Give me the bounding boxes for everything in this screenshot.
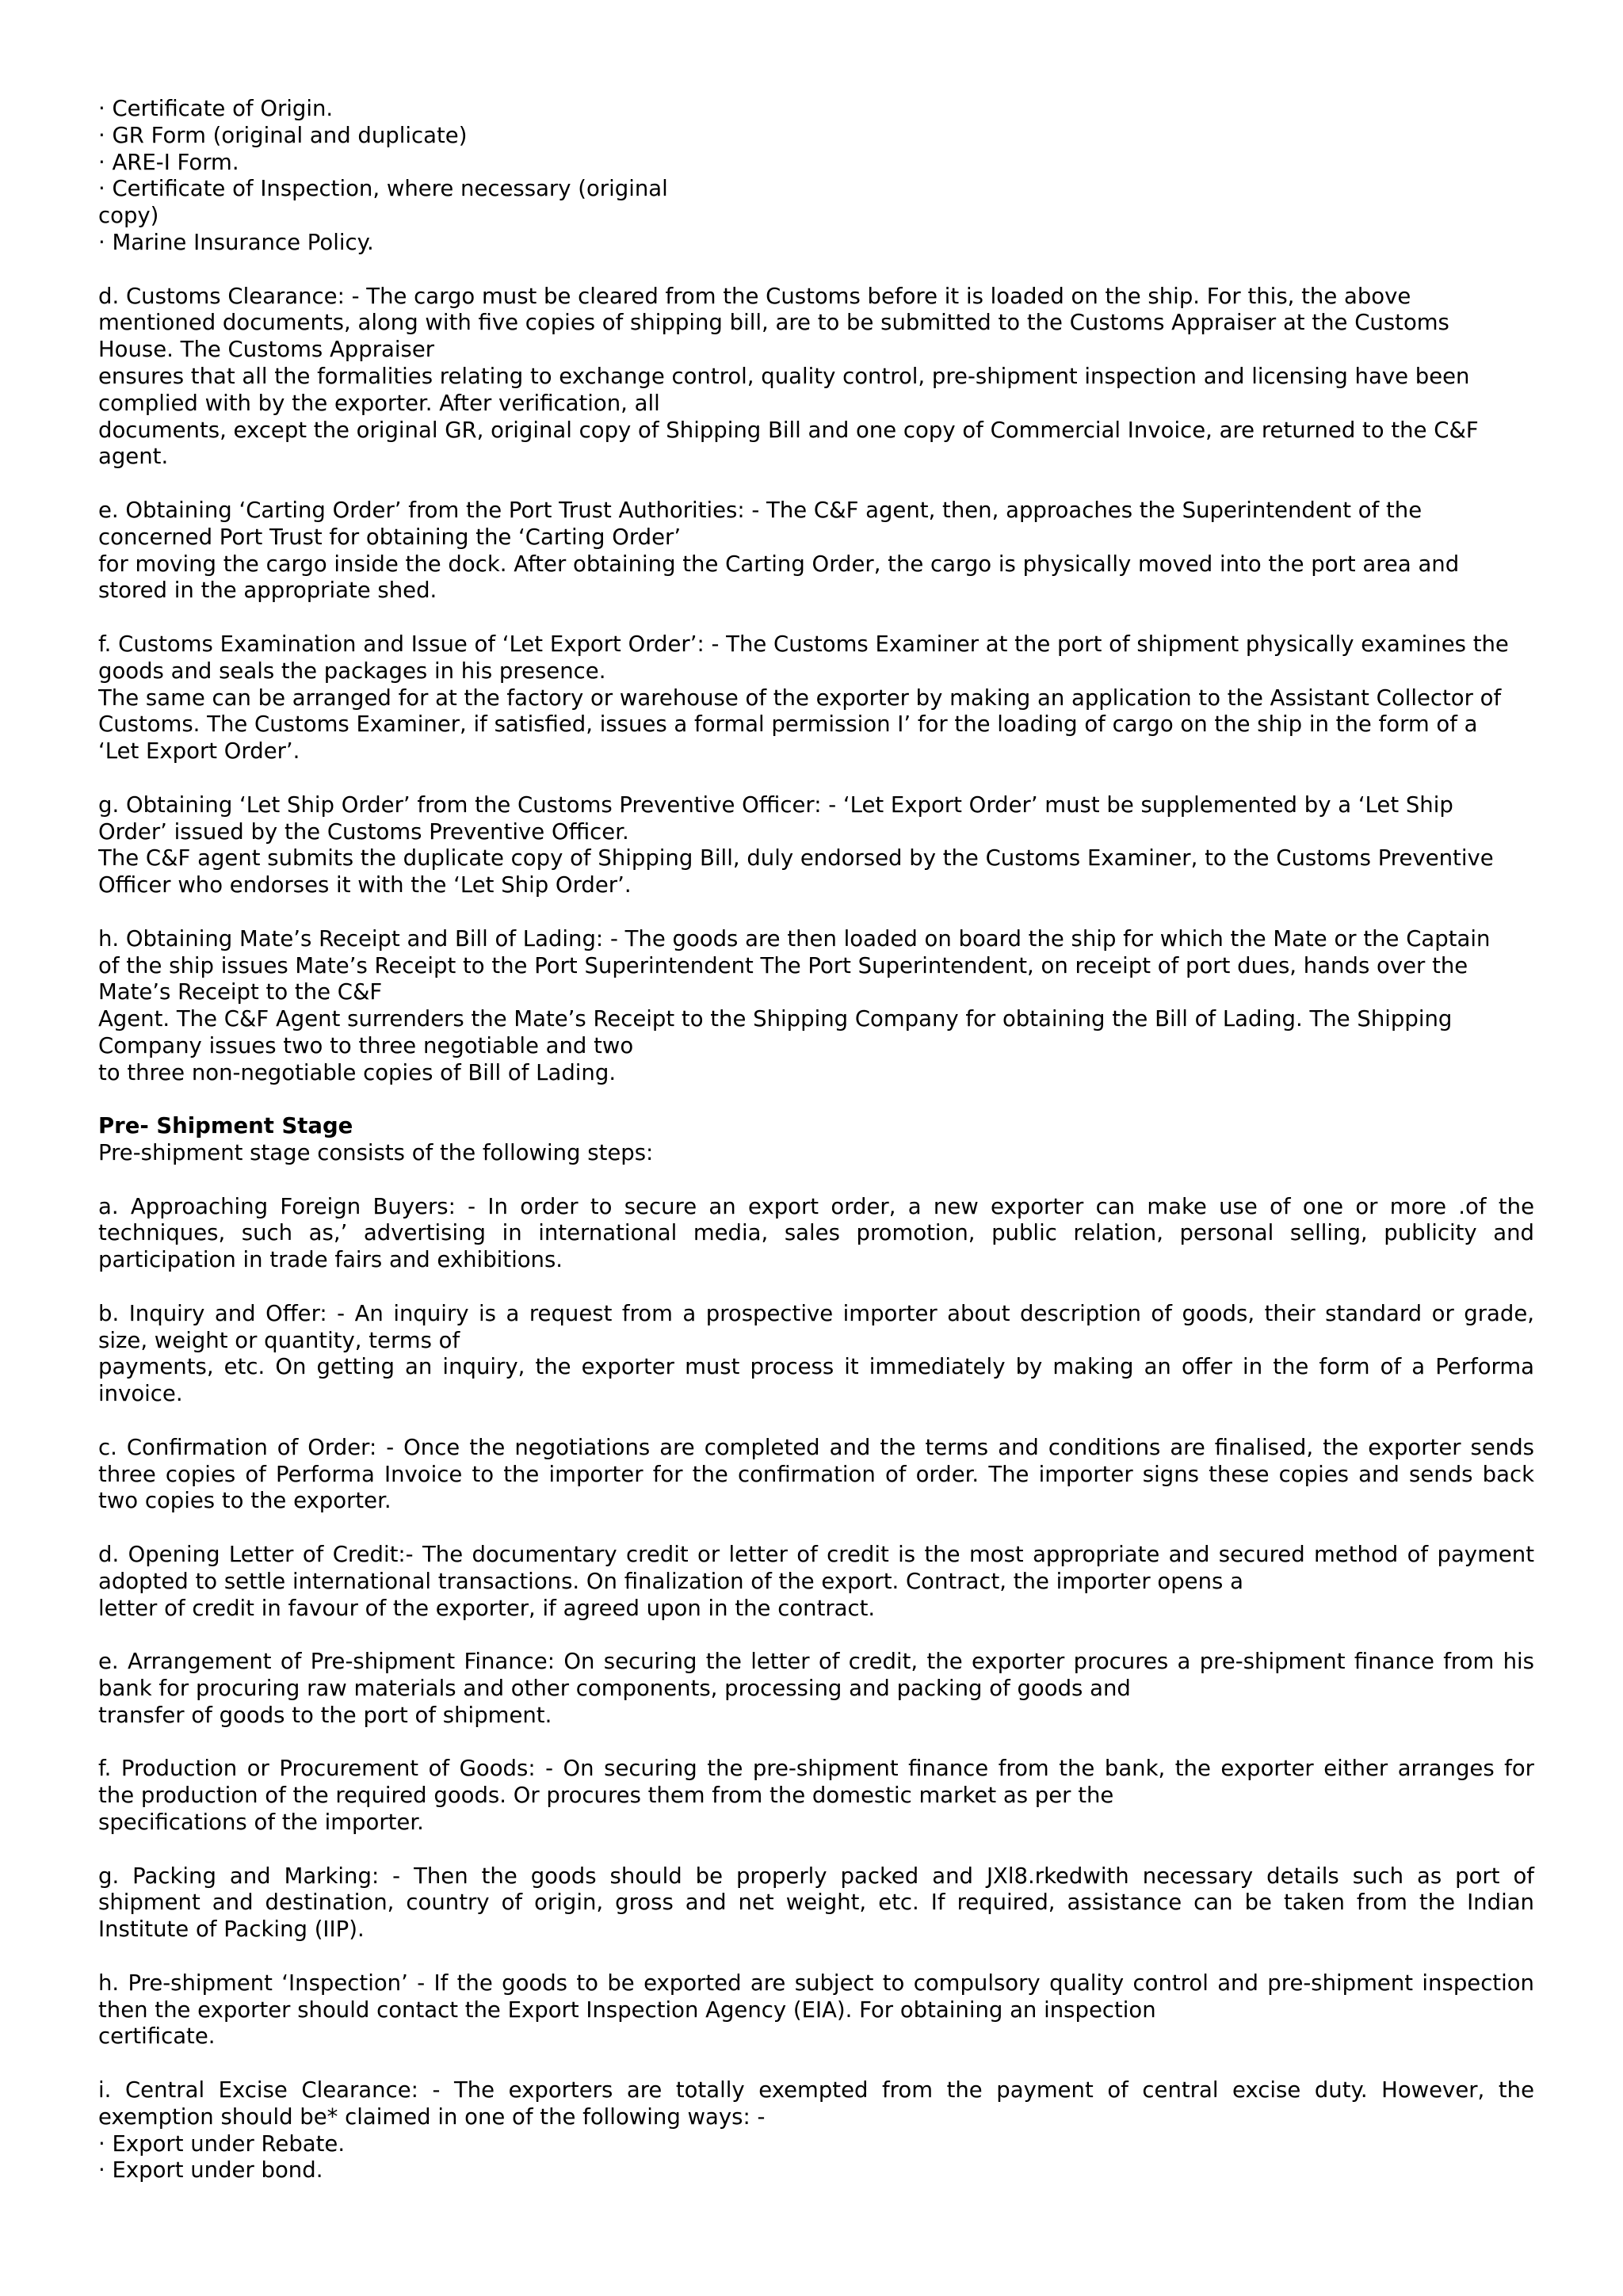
paragraph-line: e. Obtaining ‘Carting Order’ from the Port Trust Authorities: - The C&F agent, then, approaches the Superintendent of the	[98, 497, 1423, 523]
paragraph-line: b. Inquiry and Offer: - An inquiry is a request from a prospective importer about description of goods, their standard or grade,	[98, 1300, 1534, 1326]
paragraph-line: ensures that all the formalities relating to exchange control, quality control, pre-shipment inspection and licensing have been	[98, 363, 1470, 389]
step-carting-order	[98, 498, 1534, 605]
paragraph-line: adopted to settle international transactions. On finalization of the export. Contract, the importer opens a	[98, 1568, 1243, 1594]
paragraph-line: c. Confirmation of Order: - Once the negotiations are completed and the terms and conditions are finalised, the exporter sends	[98, 1434, 1534, 1460]
list-item: · Export under Rebate.	[98, 2130, 346, 2157]
step-confirmation-order	[98, 1435, 1534, 1515]
paragraph-line: d. Customs Clearance: - The cargo must be cleared from the Customs before it is loaded on the ship. For this, the above	[98, 283, 1411, 309]
list-item: · Export under bond.	[98, 2157, 323, 2183]
paragraph-line: invoice.	[98, 1381, 183, 1407]
paragraph-line: The same can be arranged for at the factory or warehouse of the exporter by making an application to the Assistant Collector of	[98, 685, 1502, 711]
paragraph-line: transfer of goods to the port of shipment.	[98, 1702, 552, 1728]
paragraph-line: Company issues two to three negotiable and two	[98, 1032, 634, 1058]
paragraph-line: techniques, such as,’ advertising in international media, sales promotion, public relation, personal selling, publicity and	[98, 1220, 1534, 1246]
paragraph-line: h. Pre-shipment ‘Inspection’ - If the goods to be exported are subject to compulsory quality control and pre-shipment inspection	[98, 1970, 1534, 1996]
paragraph-line: for moving the cargo inside the dock. After obtaining the Carting Order, the cargo is physically moved into the port area and	[98, 551, 1460, 577]
paragraph-line: Officer who endorses it with the ‘Let Ship Order’.	[98, 872, 632, 898]
paragraph-line: to three non-negotiable copies of Bill of Lading.	[98, 1059, 617, 1085]
paragraph-line: then the exporter should contact the Export Inspection Agency (EIA). For obtaining an inspection	[98, 1997, 1156, 2023]
step-customs-clearance	[98, 284, 1534, 471]
paragraph-line: e. Arrangement of Pre-shipment Finance: On securing the letter of credit, the exporter procures a pre-shipment finance from his	[98, 1649, 1534, 1675]
list-item: · Certificate of Inspection, where necessary (original	[98, 176, 668, 202]
paragraph-line: mentioned documents, along with five copies of shipping bill, are to be submitted to the Customs Appraiser at the Customs	[98, 310, 1449, 336]
paragraph-line: stored in the appropriate shed.	[98, 578, 437, 604]
paragraph-line: Mate’s Receipt to the C&F	[98, 979, 383, 1005]
paragraph-line: two copies to the exporter.	[98, 1488, 391, 1514]
paragraph-line: certificate.	[98, 2023, 216, 2050]
list-item: · Certificate of Origin.	[98, 96, 334, 121]
step-inquiry-offer	[98, 1301, 1534, 1408]
paragraph-line: exemption should be* claimed in one of the following ways: -	[98, 2103, 766, 2130]
paragraph-line: goods and seals the packages in his presence.	[98, 658, 606, 684]
paragraph-line: i. Central Excise Clearance: - The exporters are totally exempted from the payment of central excise duty. However, the	[98, 2077, 1534, 2103]
list-item: · ARE-I Form.	[98, 149, 239, 175]
list-item: · GR Form (original and duplicate)	[98, 122, 468, 148]
document-list	[98, 96, 1534, 257]
paragraph-line: ‘Let Export Order’.	[98, 738, 300, 765]
step-customs-examination	[98, 631, 1534, 765]
step-let-ship-order	[98, 792, 1534, 899]
paragraph-line: The C&F agent submits the duplicate copy of Shipping Bill, duly endorsed by the Customs Examiner, to the Customs Preventive	[98, 845, 1494, 871]
step-mates-receipt	[98, 926, 1534, 1087]
paragraph-line: the production of the required goods. Or procures them from the domestic market as per the	[98, 1783, 1114, 1809]
paragraph-line: h. Obtaining Mate’s Receipt and Bill of Lading: - The goods are then loaded on board the ship for which the Mate or the Captain	[98, 925, 1491, 952]
step-pre-shipment-finance	[98, 1649, 1534, 1729]
section-pre-shipment-header	[98, 1113, 1534, 1167]
paragraph-line: documents, except the original GR, original copy of Shipping Bill and one copy of Commercial Invoice, are returned to the C&F	[98, 417, 1479, 443]
step-packing-marking	[98, 1863, 1534, 1943]
paragraph-line: complied with by the exporter. After verification, all	[98, 390, 660, 416]
paragraph-line: payments, etc. On getting an inquiry, the exporter must process it immediately by making an offer in the form of a Performa	[98, 1354, 1534, 1380]
paragraph-line: Customs. The Customs Examiner, if satisfied, issues a formal permission I’ for the loading of cargo on the ship in the form of a	[98, 711, 1478, 738]
paragraph-line: letter of credit in favour of the exporter, if agreed upon in the contract.	[98, 1595, 876, 1621]
paragraph-line: f. Production or Procurement of Goods: - On securing the pre-shipment finance from the bank, the exporter either arranges for	[98, 1756, 1534, 1782]
paragraph-line: House. The Customs Appraiser	[98, 337, 435, 363]
step-central-excise	[98, 2077, 1534, 2184]
paragraph-line: g. Packing and Marking: - Then the goods should be properly packed and JXl8.rkedwith necessary details such as port of	[98, 1863, 1534, 1889]
step-production-procurement	[98, 1756, 1534, 1836]
paragraph-line: Institute of Packing (IIP).	[98, 1917, 365, 1943]
paragraph-line: concerned Port Trust for obtaining the ‘Carting Order’	[98, 524, 682, 550]
paragraph-line: a. Approaching Foreign Buyers: - In order to secure an export order, a new exporter can make use of one or more .of the	[98, 1193, 1534, 1219]
list-item: · Marine Insurance Policy.	[98, 229, 374, 255]
paragraph-line: Order’ issued by the Customs Preventive Officer.	[98, 818, 629, 845]
paragraph-line: of the ship issues Mate’s Receipt to the Port Superintendent The Port Superintendent, on receipt of port dues, hands over the	[98, 952, 1468, 978]
paragraph-line: bank for procuring raw materials and other components, processing and packing of goods and	[98, 1676, 1131, 1702]
paragraph-line: f. Customs Examination and Issue of ‘Let Export Order’: - The Customs Examiner at the port of shipment physically examines the	[98, 631, 1509, 657]
paragraph-line: agent.	[98, 444, 169, 470]
paragraph-line: Agent. The C&F Agent surrenders the Mate’s Receipt to the Shipping Company for obtaining the Bill of Lading. The Shipping	[98, 1006, 1453, 1032]
step-approaching-buyers	[98, 1194, 1534, 1274]
document-page	[98, 96, 1534, 2184]
paragraph-line: shipment and destination, country of origin, gross and net weight, etc. If required, assistance can be taken from the Indian	[98, 1890, 1534, 1916]
paragraph-line: specifications of the importer.	[98, 1810, 424, 1835]
section-heading: Pre- Shipment Stage	[98, 1113, 353, 1139]
step-pre-shipment-inspection	[98, 1970, 1534, 2050]
paragraph-line: participation in trade fairs and exhibitions.	[98, 1247, 563, 1273]
paragraph-line: d. Opening Letter of Credit:- The documentary credit or letter of credit is the most appropriate and secured method of payment	[98, 1542, 1534, 1568]
paragraph-line: three copies of Performa Invoice to the importer for the confirmation of order. The importer signs these copies and sends back	[98, 1461, 1534, 1487]
paragraph-line: size, weight or quantity, terms of	[98, 1327, 460, 1353]
section-intro: Pre-shipment stage consists of the following steps:	[98, 1140, 654, 1166]
step-letter-of-credit	[98, 1542, 1534, 1622]
list-item: copy)	[98, 203, 159, 229]
paragraph-line: g. Obtaining ‘Let Ship Order’ from the Customs Preventive Officer: - ‘Let Export Order’ must be supplemented by a ‘Let Ship	[98, 791, 1453, 818]
